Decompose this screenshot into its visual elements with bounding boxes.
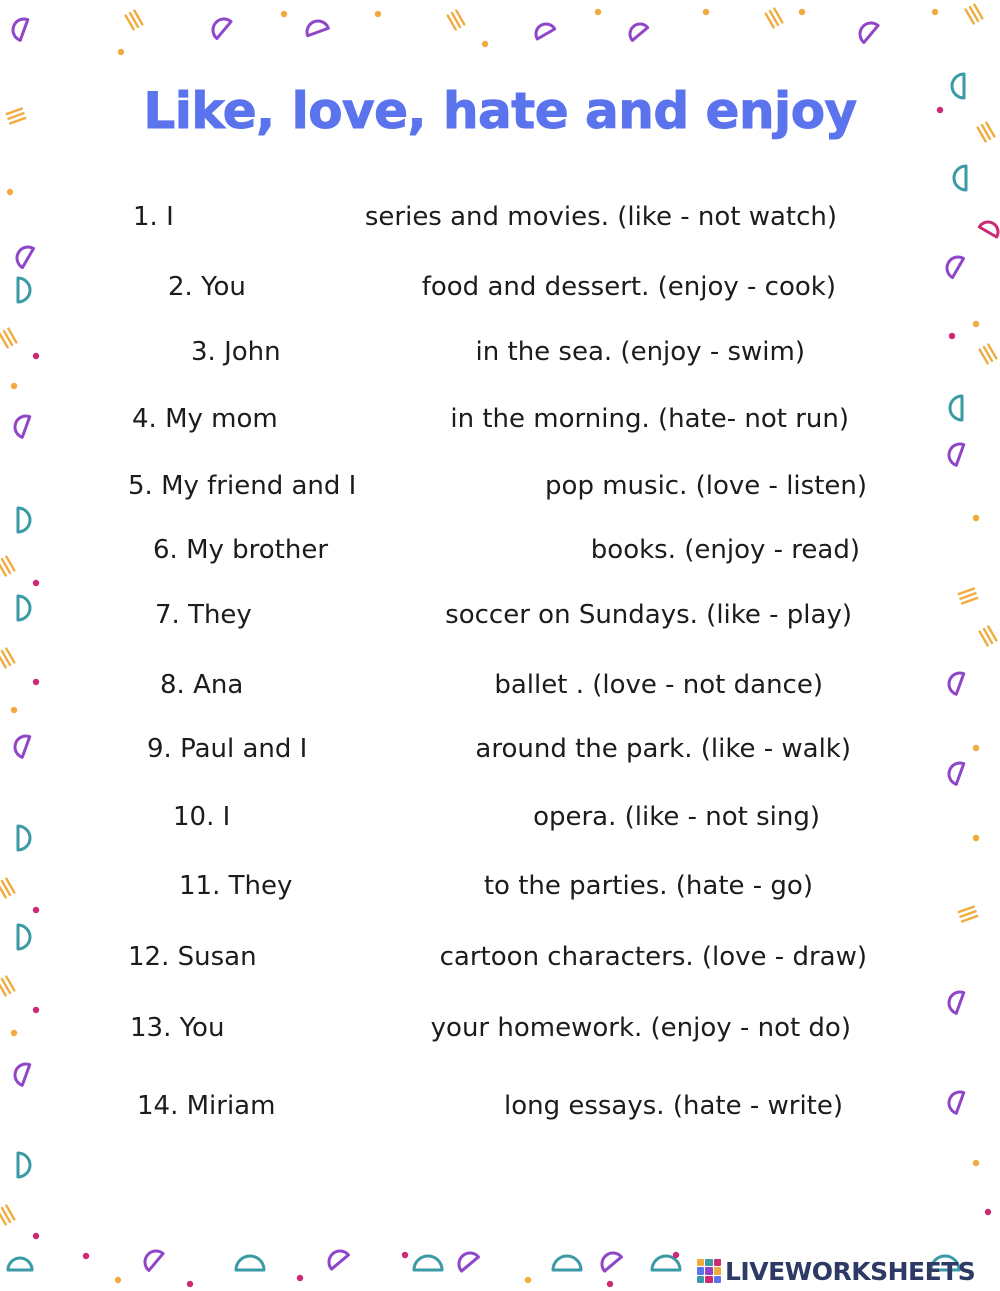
exercise-row xyxy=(0,466,1000,506)
answer-field[interactable] xyxy=(242,1012,421,1046)
confetti-dot xyxy=(83,1253,89,1259)
exercise-prompt: in the sea. (enjoy - swim) xyxy=(475,337,805,367)
answer-field[interactable] xyxy=(192,201,355,235)
confetti-dot xyxy=(115,1277,121,1283)
semicircle-shape xyxy=(946,441,964,465)
confetti-dash xyxy=(962,916,977,921)
exercise-row xyxy=(0,530,1000,570)
exercise-subject: 4. My mom xyxy=(132,404,278,434)
confetti-dot xyxy=(402,1252,408,1258)
confetti-dot xyxy=(607,1281,613,1287)
confetti-dashes xyxy=(959,907,977,922)
answer-field[interactable] xyxy=(310,870,474,904)
answer-field[interactable] xyxy=(325,733,465,767)
semicircle-shape xyxy=(8,1258,32,1270)
confetti-dash xyxy=(959,589,974,594)
worksheet-title: Like, love, hate and enjoy xyxy=(143,82,857,140)
confetti-dot xyxy=(33,907,39,913)
confetti-dot xyxy=(973,321,979,327)
exercise-prompt: books. (enjoy - read) xyxy=(590,535,860,565)
semicircle-shape xyxy=(553,1256,581,1270)
answer-field[interactable] xyxy=(264,271,412,305)
exercise-prompt: ballet . (love - not dance) xyxy=(494,670,823,700)
semicircle-shape xyxy=(13,243,34,268)
exercise-row xyxy=(0,595,1000,635)
answer-field[interactable] xyxy=(296,403,440,437)
semicircle-shape xyxy=(414,1256,442,1270)
confetti-dot xyxy=(799,9,805,15)
answer-field[interactable] xyxy=(299,336,466,370)
exercise-subject: 12. Susan xyxy=(128,942,257,972)
confetti-dot xyxy=(525,1277,531,1283)
semicircle-shape xyxy=(141,1247,164,1271)
answer-field[interactable] xyxy=(293,1090,494,1124)
exercise-subject: 3. John xyxy=(191,337,281,367)
confetti-dot xyxy=(703,9,709,15)
semicircle-shape xyxy=(455,1249,479,1272)
exercise-prompt: food and dessert. (enjoy - cook) xyxy=(421,272,836,302)
answer-field[interactable] xyxy=(275,941,430,975)
answer-field[interactable] xyxy=(346,534,581,568)
semicircle-shape xyxy=(598,1249,622,1272)
liveworksheets-logo-text: LIVEWORKSHEETS xyxy=(725,1256,976,1286)
liveworksheets-logo-icon xyxy=(697,1259,721,1283)
exercise-subject: 10. I xyxy=(173,802,231,832)
confetti-dash xyxy=(960,911,975,916)
semicircle-shape xyxy=(12,1061,30,1085)
confetti-dot xyxy=(33,1233,39,1239)
answer-field[interactable] xyxy=(248,801,523,835)
confetti-dot xyxy=(11,383,17,389)
exercise-row xyxy=(0,399,1000,439)
confetti-dot xyxy=(673,1252,679,1258)
semicircle-shape xyxy=(626,20,648,41)
confetti-dashes xyxy=(766,9,783,28)
exercise-row xyxy=(0,1086,1000,1126)
exercise-row xyxy=(0,729,1000,769)
semicircle-shape xyxy=(304,18,328,36)
confetti-dash xyxy=(959,907,974,912)
confetti-dot xyxy=(187,1281,193,1287)
answer-field[interactable] xyxy=(261,669,484,703)
confetti-dot xyxy=(932,9,938,15)
confetti-dashes xyxy=(0,977,14,996)
exercise-prompt: series and movies. (like - not watch) xyxy=(364,202,837,232)
semicircle-shape xyxy=(10,16,28,40)
exercise-subject: 8. Ana xyxy=(160,670,244,700)
confetti-dot xyxy=(595,9,601,15)
exercise-subject: 2. You xyxy=(168,272,246,302)
confetti-dot xyxy=(973,515,979,521)
exercise-row xyxy=(0,866,1000,906)
semicircle-shape xyxy=(325,1247,349,1270)
exercise-subject: 9. Paul and I xyxy=(147,734,308,764)
answer-field[interactable] xyxy=(374,470,535,504)
confetti-dot xyxy=(297,1275,303,1281)
exercise-prompt: in the morning. (hate- not run) xyxy=(450,404,849,434)
exercise-prompt: around the park. (like - walk) xyxy=(475,734,851,764)
exercise-prompt: pop music. (love - listen) xyxy=(545,471,867,501)
confetti-dot xyxy=(7,189,13,195)
exercise-row xyxy=(0,937,1000,977)
exercise-row xyxy=(0,267,1000,307)
confetti-dot xyxy=(118,49,124,55)
semicircle-shape xyxy=(209,15,232,39)
confetti-dot xyxy=(375,11,381,17)
liveworksheets-logo xyxy=(697,1254,975,1288)
exercise-row xyxy=(0,797,1000,837)
exercise-subject: 1. I xyxy=(133,202,174,232)
confetti-dashes xyxy=(126,11,143,30)
exercise-prompt: soccer on Sundays. (like - play) xyxy=(445,600,852,630)
confetti-dot xyxy=(973,1160,979,1166)
answer-field[interactable] xyxy=(270,599,435,633)
exercise-row xyxy=(0,197,1000,237)
exercise-prompt: cartoon characters. (love - draw) xyxy=(439,942,867,972)
semicircle-shape xyxy=(18,1153,30,1177)
exercise-subject: 6. My brother xyxy=(153,535,329,565)
exercise-subject: 14. Miriam xyxy=(137,1091,276,1121)
exercise-subject: 5. My friend and I xyxy=(128,471,357,501)
confetti-dot xyxy=(11,707,17,713)
confetti-dot xyxy=(281,11,287,17)
exercise-prompt: long essays. (hate - write) xyxy=(503,1091,843,1121)
exercise-row xyxy=(0,665,1000,705)
semicircle-shape xyxy=(532,20,554,39)
exercise-prompt: your homework. (enjoy - not do) xyxy=(430,1013,851,1043)
exercise-row xyxy=(0,1008,1000,1048)
exercise-subject: 7. They xyxy=(155,600,252,630)
confetti-dashes xyxy=(0,1206,14,1225)
exercise-prompt: to the parties. (hate - go) xyxy=(483,871,813,901)
confetti-dot xyxy=(985,1209,991,1215)
semicircle-shape xyxy=(954,166,966,190)
confetti-dot xyxy=(33,580,39,586)
semicircle-shape xyxy=(856,19,879,43)
semicircle-shape xyxy=(18,508,30,532)
exercise-subject: 11. They xyxy=(179,871,293,901)
confetti-dashes xyxy=(966,5,983,24)
exercise-prompt: opera. (like - not sing) xyxy=(533,802,820,832)
confetti-dashes xyxy=(448,11,465,30)
exercise-row xyxy=(0,332,1000,372)
semicircle-shape xyxy=(236,1256,264,1270)
confetti-dot xyxy=(482,41,488,47)
exercise-subject: 13. You xyxy=(130,1013,225,1043)
